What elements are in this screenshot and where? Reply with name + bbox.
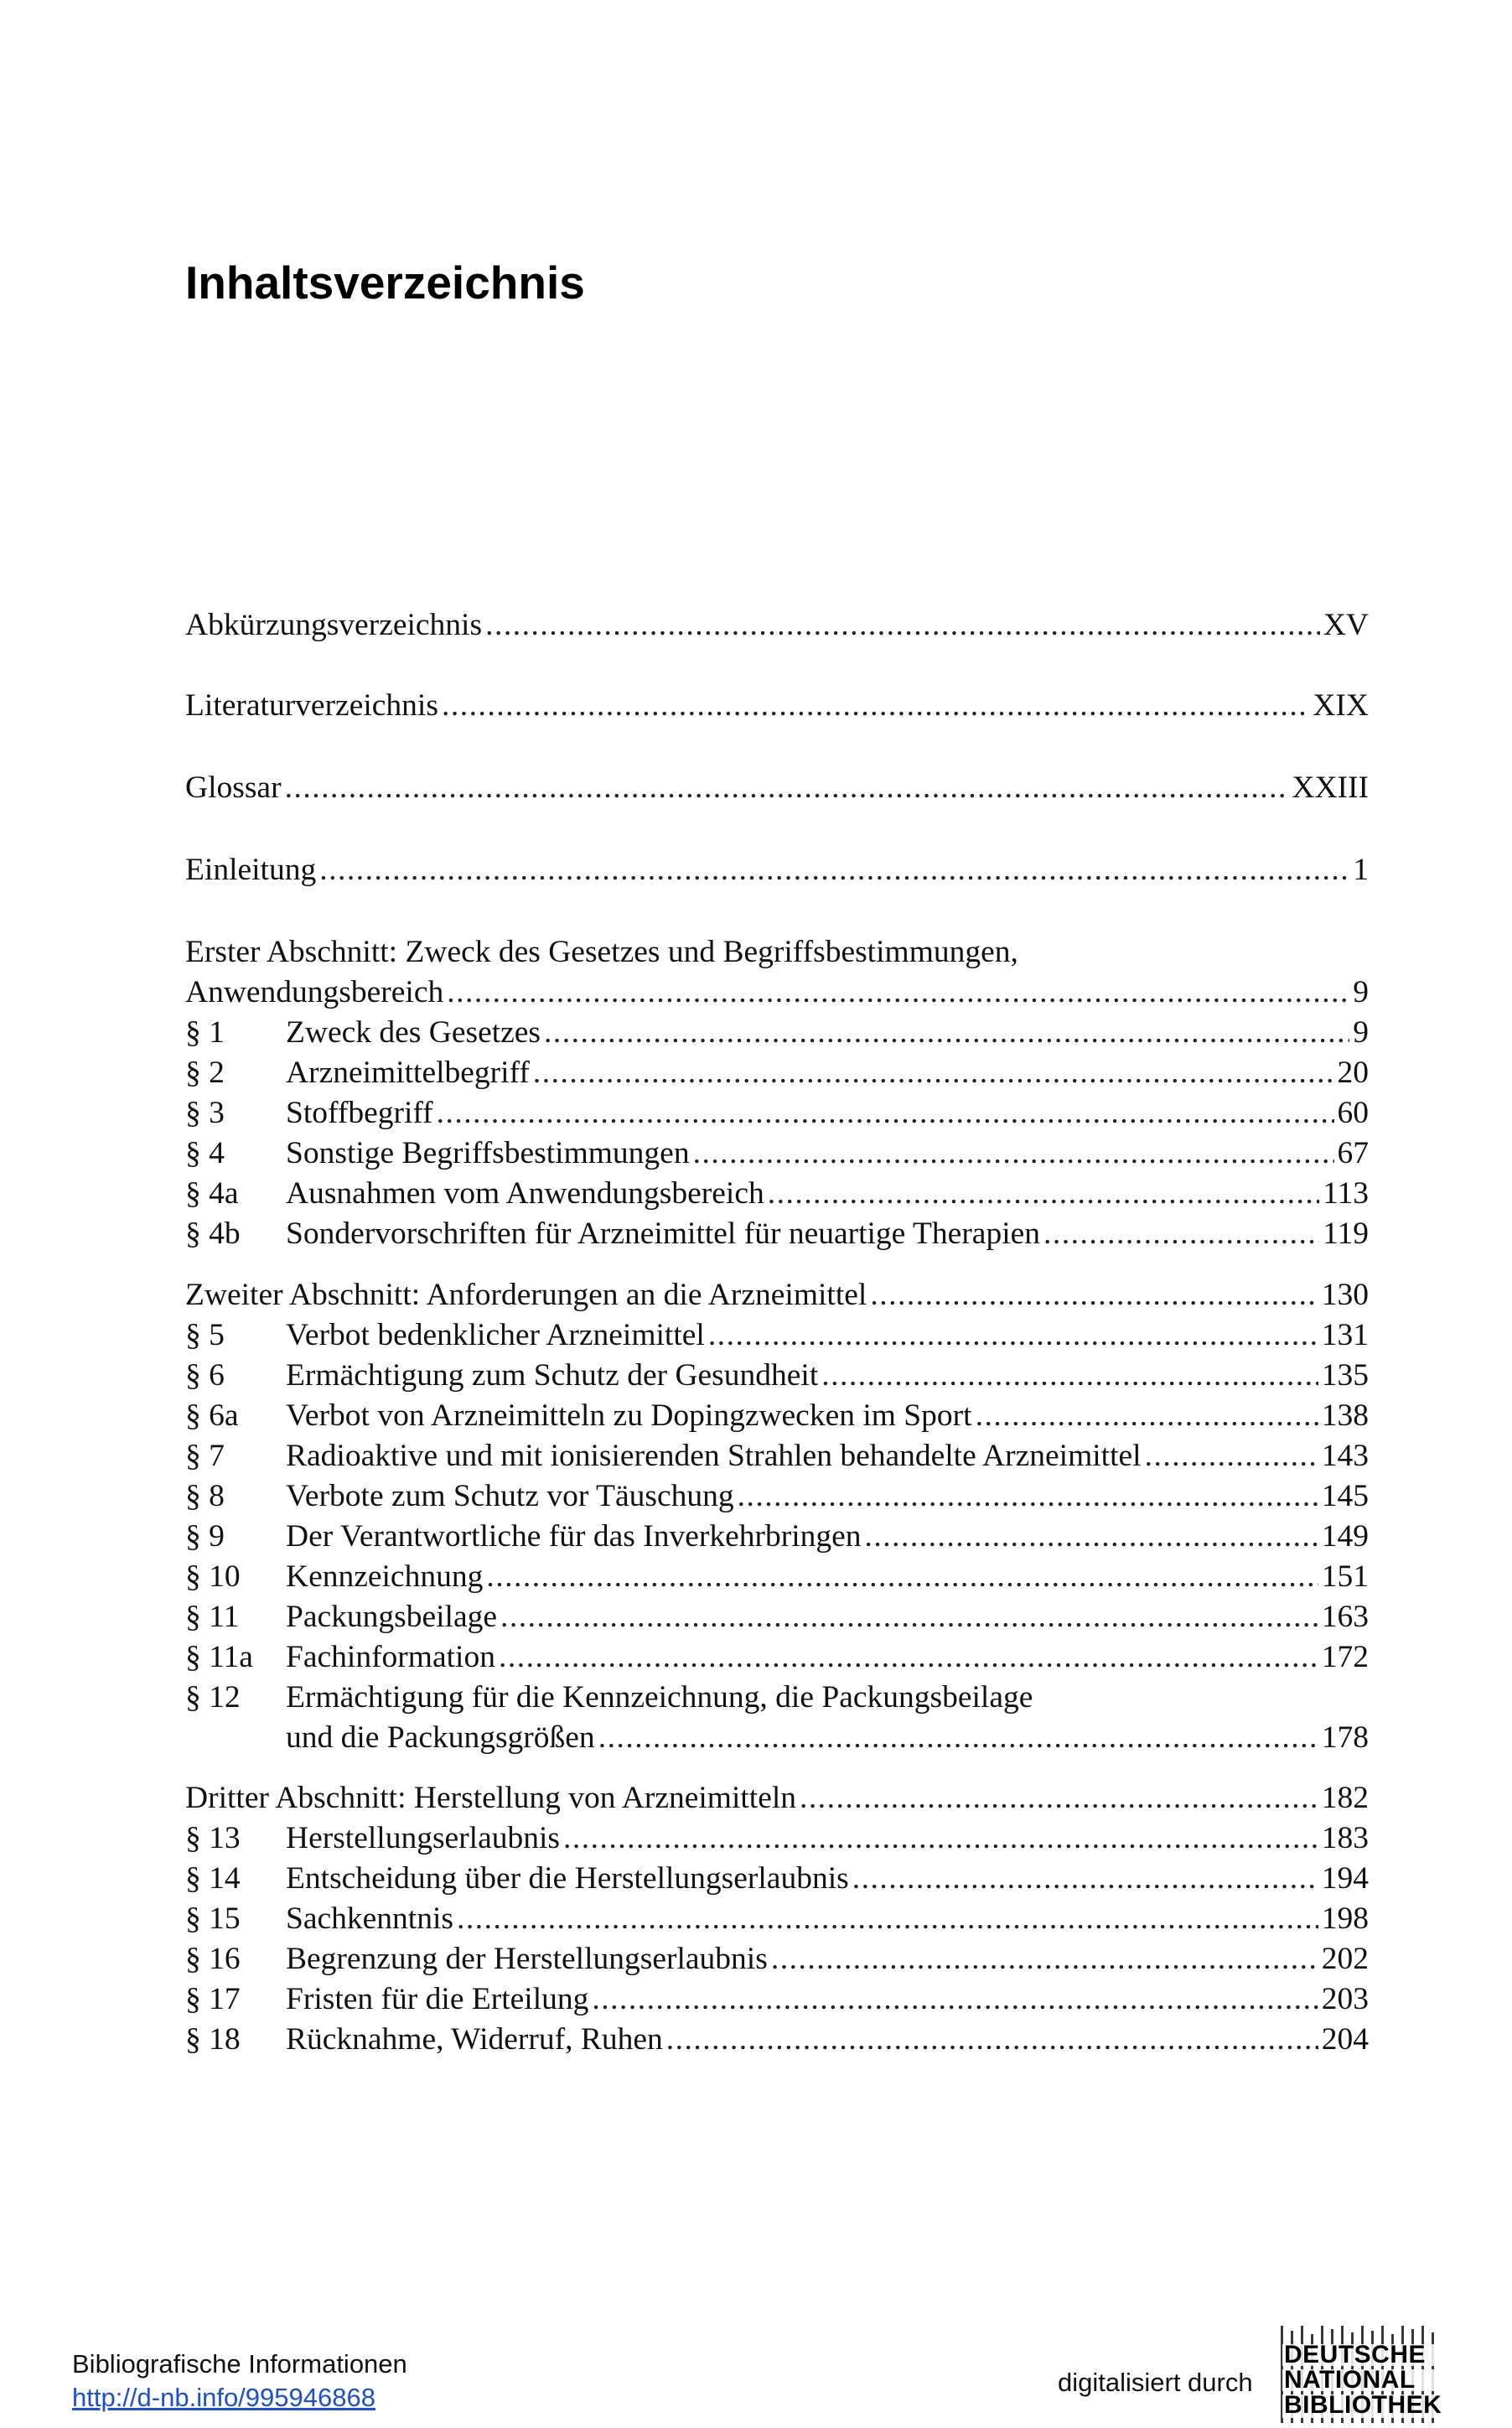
dot-leader xyxy=(693,1134,1334,1174)
toc-entry-number: § 17 xyxy=(185,1982,241,2016)
toc-entry-number: § 11 xyxy=(185,1600,240,1634)
toc-entry-page: 163 xyxy=(1321,1600,1369,1634)
dot-leader xyxy=(485,605,1320,646)
toc-entry-number: § 12 xyxy=(185,1680,241,1715)
toc-entry-page: 203 xyxy=(1321,1982,1369,2016)
bibliographic-info-label: Bibliografische Informationen xyxy=(72,2349,407,2379)
toc-entry-page: 183 xyxy=(1321,1821,1369,1855)
dnb-logo xyxy=(1279,2326,1440,2423)
toc-entry-page: XXIII xyxy=(1292,770,1369,805)
toc-entry-number: § 2 xyxy=(185,1056,225,1090)
toc-entry-title: Herstellungserlaubnis xyxy=(286,1821,561,1855)
toc-entry-title: Sachkenntnis xyxy=(286,1901,453,1936)
toc-entry[interactable] xyxy=(185,1979,1369,2020)
toc-entry-literaturverzeichnis[interactable] xyxy=(185,686,1369,726)
toc-entry-page: 130 xyxy=(1321,1278,1369,1312)
toc-entry-title: Zweck des Gesetzes xyxy=(286,1015,541,1050)
toc-entry[interactable] xyxy=(185,1315,1369,1356)
dot-leader xyxy=(771,1939,1318,1979)
section-heading[interactable] xyxy=(185,1778,1369,1818)
toc-entry-page: 138 xyxy=(1321,1398,1369,1433)
toc-entry-number: § 8 xyxy=(185,1479,225,1513)
toc-entry-title: Glossar xyxy=(185,770,282,805)
toc-entry-page: 135 xyxy=(1321,1358,1369,1393)
dot-leader xyxy=(285,768,1289,808)
toc-entry-title: Radioaktive und mit ionisierenden Strahlen behandelte Arzneimittel xyxy=(286,1439,1142,1473)
toc-entry-glossar[interactable] xyxy=(185,768,1369,808)
toc-entry-number: § 3 xyxy=(185,1096,225,1130)
toc-entry-title: Fachinformation xyxy=(286,1640,495,1674)
dot-leader xyxy=(870,1275,1318,1315)
dot-leader xyxy=(437,1093,1334,1134)
toc-entry-page: 151 xyxy=(1321,1559,1369,1594)
toc-entry-title: Begrenzung der Herstellungserlaubnis xyxy=(286,1942,768,1976)
toc-entry-page: 131 xyxy=(1321,1318,1369,1352)
toc-entry[interactable] xyxy=(185,1134,1369,1174)
toc-entry[interactable] xyxy=(185,1174,1369,1214)
toc-entry-multiline-continued[interactable] xyxy=(185,1718,1369,1758)
dot-leader xyxy=(800,1778,1318,1818)
dnb-logo-word: DEUTSCHE xyxy=(1284,2341,1427,2368)
dot-leader xyxy=(486,1557,1318,1597)
dot-leader xyxy=(768,1174,1319,1214)
dot-leader xyxy=(499,1637,1318,1678)
toc-entry-title: Verbot bedenklicher Arzneimittel xyxy=(286,1318,705,1352)
dot-leader xyxy=(1145,1436,1318,1476)
toc-entry-title: Abkürzungsverzeichnis xyxy=(185,608,483,642)
toc-entry-title: Ermächtigung für die Kennzeichnung, die Packungsbeilage xyxy=(286,1680,1033,1715)
toc-entry[interactable] xyxy=(185,1597,1369,1637)
toc-entry-number: § 18 xyxy=(185,2022,241,2057)
toc-entry-title: Fristen für die Erteilung xyxy=(286,1982,589,2016)
page-title: Inhaltsverzeichnis xyxy=(185,257,585,309)
toc-entry-title: Kennzeichnung xyxy=(286,1559,484,1594)
toc-entry-title: Sonstige Begriffsbestimmungen xyxy=(286,1136,690,1170)
toc-entry[interactable] xyxy=(185,1557,1369,1597)
dot-leader xyxy=(319,850,1349,890)
dot-leader xyxy=(821,1356,1318,1396)
toc-entry-title: Einleitung xyxy=(185,853,317,887)
dot-leader xyxy=(457,1899,1318,1939)
toc-entry-number: § 11a xyxy=(185,1640,253,1674)
section-heading-continued[interactable] xyxy=(185,973,1369,1013)
dot-leader xyxy=(598,1718,1318,1758)
toc-entry[interactable] xyxy=(185,1476,1369,1517)
toc-entry-page: 194 xyxy=(1321,1861,1369,1896)
toc-entry-page: 202 xyxy=(1321,1942,1369,1976)
section-heading[interactable] xyxy=(185,1275,1369,1315)
toc-entry-page: 9 xyxy=(1353,975,1369,1009)
toc-entry[interactable] xyxy=(185,1053,1369,1093)
dnb-logo-word: BIBLIOTHEK xyxy=(1284,2391,1442,2419)
toc-entry-number: § 13 xyxy=(185,1821,241,1855)
dot-leader xyxy=(563,1818,1318,1859)
toc-entry-title: Verbot von Arzneimitteln zu Dopingzwecken im Sport xyxy=(286,1398,972,1433)
toc-entry-title: und die Packungsgrößen xyxy=(286,1720,595,1755)
dot-leader xyxy=(544,1013,1349,1053)
toc-entry-page: 178 xyxy=(1321,1720,1369,1755)
toc-entry-number: § 10 xyxy=(185,1559,241,1594)
dot-leader xyxy=(1043,1214,1319,1254)
toc-entry-number: § 6 xyxy=(185,1358,225,1393)
dnb-logo-word: NATIONAL xyxy=(1284,2366,1416,2394)
toc-entry-page: 1 xyxy=(1353,853,1369,887)
bibliographic-info-link[interactable]: http://d-nb.info/995946868 xyxy=(72,2383,375,2412)
dot-leader xyxy=(738,1476,1318,1517)
toc-entry-page: 67 xyxy=(1337,1136,1369,1170)
toc-entry-page: 113 xyxy=(1323,1176,1369,1211)
toc-entry[interactable] xyxy=(185,1356,1369,1396)
toc-entry-number: § 16 xyxy=(185,1942,241,1976)
toc-entry-number: § 1 xyxy=(185,1015,225,1050)
toc-entry-number: § 4 xyxy=(185,1136,225,1170)
toc-entry-page: 143 xyxy=(1321,1439,1369,1473)
toc-entry-abkuerzungsverzeichnis[interactable] xyxy=(185,605,1369,646)
toc-entry-title: Literaturverzeichnis xyxy=(185,688,438,723)
toc-entry-page: 204 xyxy=(1321,2022,1369,2057)
dot-leader xyxy=(533,1053,1334,1093)
toc-entry[interactable] xyxy=(185,1818,1369,1859)
dot-leader xyxy=(976,1396,1318,1436)
toc-entry[interactable] xyxy=(185,2020,1369,2060)
toc-entry[interactable] xyxy=(185,1396,1369,1436)
digitized-by-label: digitalisiert durch xyxy=(1058,2368,1253,2397)
toc-entry-title: Rücknahme, Widerruf, Ruhen xyxy=(286,2022,663,2057)
toc-entry-title: Zweiter Abschnitt: Anforderungen an die Arzneimittel xyxy=(185,1278,867,1312)
dot-leader xyxy=(852,1859,1318,1899)
toc-entry-page: XV xyxy=(1323,608,1369,642)
toc-entry-title: Stoffbegriff xyxy=(286,1096,433,1130)
toc-entry-page: 182 xyxy=(1321,1781,1369,1815)
toc-entry[interactable] xyxy=(185,1899,1369,1939)
toc-entry-title: Ausnahmen vom Anwendungsbereich xyxy=(286,1176,764,1211)
toc-entry[interactable] xyxy=(185,1436,1369,1476)
toc-entry-page: 145 xyxy=(1321,1479,1369,1513)
toc-entry-title: Verbote zum Schutz vor Täuschung xyxy=(286,1479,734,1513)
dot-leader xyxy=(592,1979,1318,2020)
toc-entry[interactable] xyxy=(185,1859,1369,1899)
toc-entry-title: Packungsbeilage xyxy=(286,1600,498,1634)
toc-entry-number: § 5 xyxy=(185,1318,225,1352)
toc-entry-number: § 6a xyxy=(185,1398,239,1433)
toc-entry-page: 172 xyxy=(1321,1640,1369,1674)
bibliographic-info xyxy=(72,2348,407,2415)
dot-leader xyxy=(666,2020,1318,2060)
toc-entry-title: Dritter Abschnitt: Herstellung von Arzneimitteln xyxy=(185,1781,797,1815)
toc-entry-number: § 9 xyxy=(185,1519,225,1554)
dot-leader xyxy=(865,1517,1318,1557)
toc-entry-title: Ermächtigung zum Schutz der Gesundheit xyxy=(286,1358,819,1393)
toc-entry-number: § 4b xyxy=(185,1217,241,1251)
toc-entry-page: 149 xyxy=(1321,1519,1369,1554)
toc-entry[interactable] xyxy=(185,1013,1369,1053)
toc-entry[interactable] xyxy=(185,1093,1369,1134)
toc-entry[interactable] xyxy=(185,1939,1369,1979)
section-heading[interactable]: Erster Abschnitt: Zweck des Gesetzes und Begriffsbestimmungen, xyxy=(185,935,1018,969)
toc-entry-number: § 7 xyxy=(185,1439,225,1473)
dot-leader xyxy=(442,686,1309,726)
toc-entry-page: XIX xyxy=(1313,688,1369,723)
toc-entry-title: Arzneimittelbegriff xyxy=(286,1056,530,1090)
toc-entry-page: 20 xyxy=(1337,1056,1369,1090)
toc-entry-title: Anwendungsbereich xyxy=(185,975,444,1009)
toc-entry[interactable] xyxy=(185,1517,1369,1557)
toc-entry-number: § 4a xyxy=(185,1176,239,1211)
toc-entry-title: Sondervorschriften für Arzneimittel für neuartige Therapien xyxy=(286,1217,1041,1251)
dot-leader xyxy=(708,1315,1318,1356)
toc-entry-title: Der Verantwortliche für das Inverkehrbringen xyxy=(286,1519,862,1554)
toc-entry-page: 9 xyxy=(1353,1015,1369,1050)
toc-entry-page: 60 xyxy=(1337,1096,1369,1130)
toc-entry-page: 119 xyxy=(1323,1217,1369,1251)
dot-leader xyxy=(447,973,1349,1013)
dot-leader xyxy=(500,1597,1318,1637)
toc-entry-multiline[interactable] xyxy=(185,1678,1033,1718)
toc-entry[interactable] xyxy=(185,1214,1369,1254)
toc-entry-number: § 15 xyxy=(185,1901,241,1936)
toc-entry-einleitung[interactable] xyxy=(185,850,1369,890)
toc-entry-number: § 14 xyxy=(185,1861,241,1896)
toc-entry-page: 198 xyxy=(1321,1901,1369,1936)
toc-entry-title: Entscheidung über die Herstellungserlaubnis xyxy=(286,1861,849,1896)
toc-entry[interactable] xyxy=(185,1637,1369,1678)
